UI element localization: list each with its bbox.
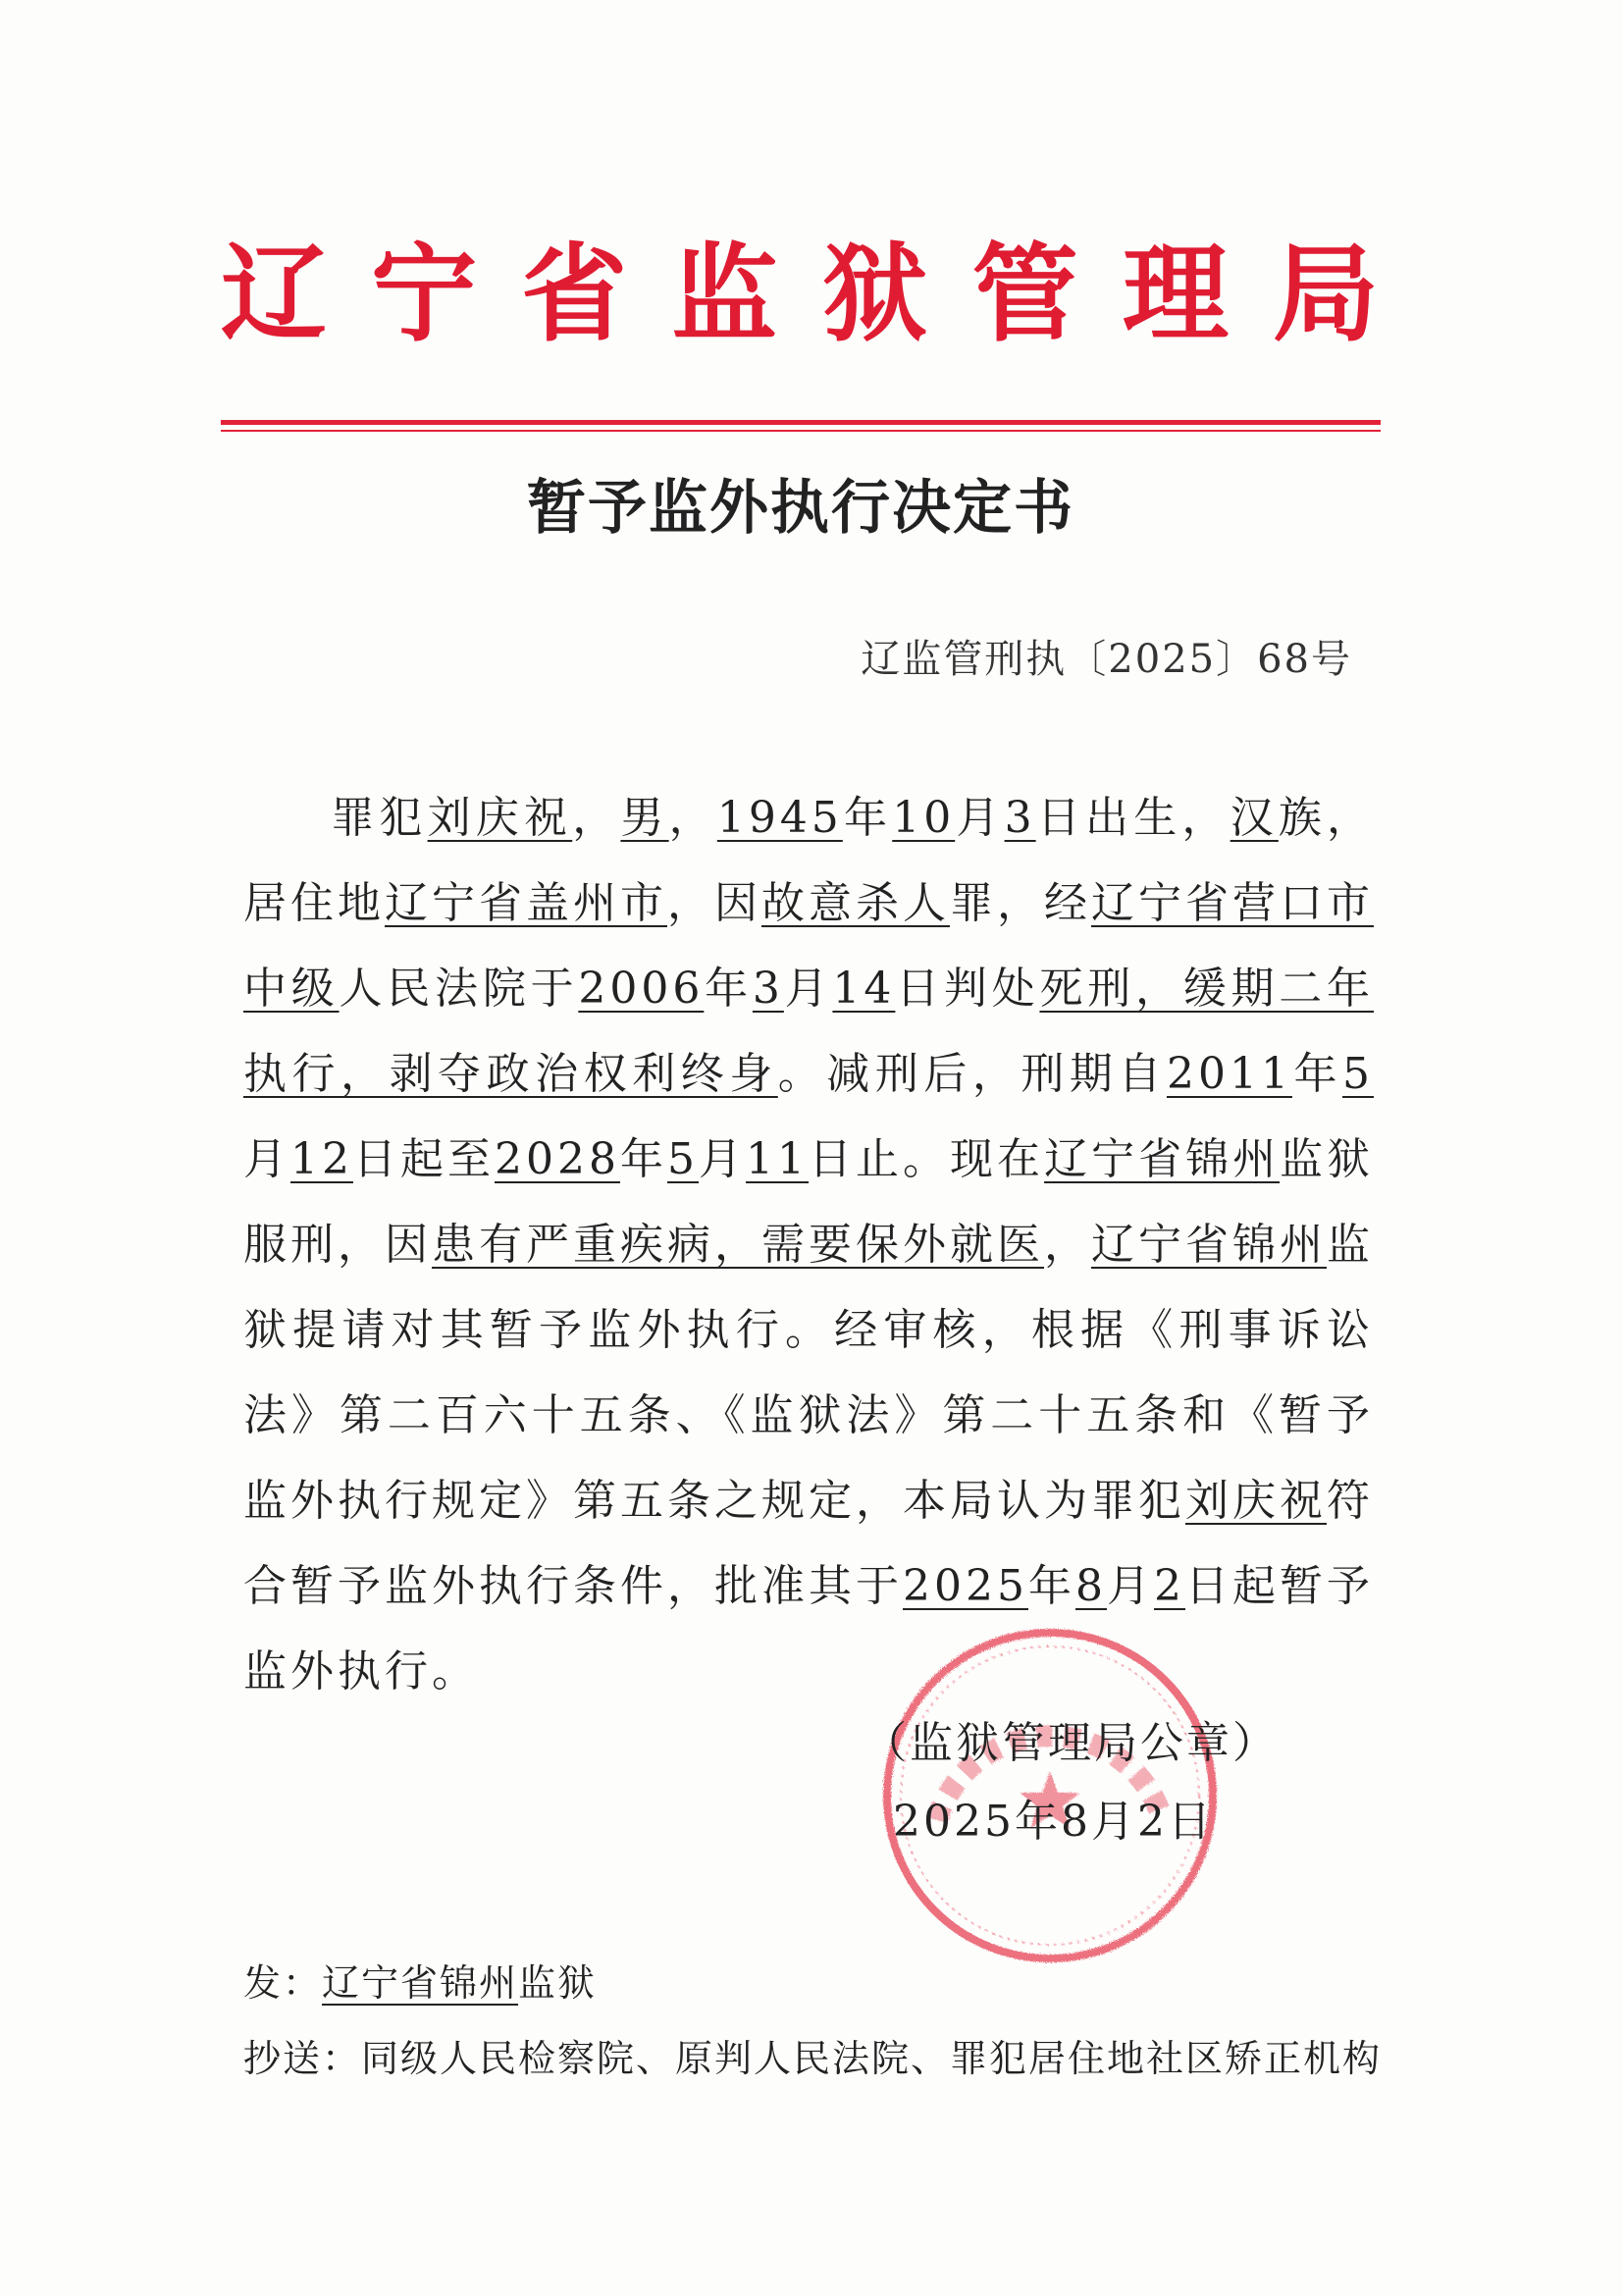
inmate-gender: 男 bbox=[620, 793, 669, 843]
body-text: 年 bbox=[1291, 1049, 1343, 1099]
send-to-line bbox=[243, 1953, 597, 2007]
body-text: ， bbox=[572, 793, 621, 843]
cc-recipients: 同级人民检察院、原判人民法院、罪犯居住地社区矫正机构 bbox=[361, 2037, 1383, 2080]
verdict-day: 14 bbox=[832, 964, 896, 1014]
inmate-name: 刘庆祝 bbox=[1185, 1476, 1327, 1526]
body-text: 。减刑后，刑期自 bbox=[777, 1049, 1167, 1099]
org-char: 理 bbox=[1122, 233, 1229, 356]
birth-year: 1945 bbox=[716, 793, 843, 843]
org-char: 狱 bbox=[821, 233, 928, 356]
body-text: 月 bbox=[955, 793, 1005, 843]
seal-date: 2025年8月2日 bbox=[893, 1797, 1214, 1847]
body-text: 符合暂予监外执行条件，批准其于 bbox=[243, 1476, 1374, 1611]
prison-name: 辽宁省锦州 bbox=[1044, 1134, 1281, 1184]
cc-line bbox=[243, 2028, 1382, 2082]
inmate-name: 刘庆祝 bbox=[427, 793, 573, 843]
body-text: 年 bbox=[620, 1134, 668, 1184]
verdict-year: 2006 bbox=[578, 964, 705, 1014]
cc-label: 抄送： bbox=[243, 2037, 362, 2080]
birth-month: 10 bbox=[892, 793, 956, 843]
ethnicity: 汉 bbox=[1230, 793, 1279, 843]
send-label: 发： bbox=[243, 1961, 323, 2005]
sentence: 死刑，缓期二年执行，剥夺政治权利终身 bbox=[243, 964, 1375, 1099]
body-text: 日止。现在 bbox=[809, 1134, 1045, 1184]
body-text: 日出生， bbox=[1035, 793, 1230, 843]
body-text: 日起至 bbox=[353, 1134, 496, 1184]
body-text: 年 bbox=[842, 793, 893, 843]
body-text: 月 bbox=[783, 964, 833, 1014]
body-text: 族，居住地 bbox=[243, 793, 1375, 928]
verdict-month: 3 bbox=[752, 964, 784, 1014]
org-char: 局 bbox=[1272, 233, 1379, 356]
org-char: 宁 bbox=[371, 233, 478, 356]
term-end-month: 5 bbox=[667, 1134, 700, 1184]
exec-year: 2025 bbox=[903, 1561, 1028, 1611]
body-text: 监狱服刑，因 bbox=[243, 1134, 1375, 1270]
decision-body bbox=[243, 775, 1374, 1714]
exec-day: 2 bbox=[1154, 1561, 1186, 1611]
body-text: 罪，经 bbox=[950, 878, 1091, 928]
organization-header bbox=[221, 211, 1379, 358]
document-number: 辽监管刑执〔2025〕68号 bbox=[861, 637, 1352, 682]
body-text: 月 bbox=[243, 1134, 291, 1184]
body-text: 月 bbox=[699, 1134, 747, 1184]
body-text: ， bbox=[1044, 1220, 1091, 1270]
term-end-year: 2028 bbox=[495, 1134, 621, 1184]
org-char: 监 bbox=[671, 233, 778, 356]
header-rule-thick bbox=[221, 420, 1381, 425]
court: 辽宁省营口市中级 bbox=[243, 878, 1374, 1014]
org-char: 管 bbox=[971, 233, 1078, 356]
prison-name: 辽宁省锦州 bbox=[1091, 1220, 1327, 1270]
body-text: 日起暂予监外执行。 bbox=[243, 1561, 1375, 1696]
document-title: 暂予监外执行决定书 bbox=[527, 474, 1074, 543]
body-text: 年 bbox=[704, 964, 753, 1014]
body-text: 监狱提请对其暂予监外执行。经审核，根据《刑事诉讼法》第二百六十五条、《监狱法》第二十五条和《暂予监外执行规定》第五条之规定，本局认为罪犯 bbox=[243, 1220, 1374, 1526]
crime: 故意杀人 bbox=[761, 878, 950, 928]
body-text: ，因 bbox=[667, 878, 761, 928]
exec-month: 8 bbox=[1075, 1561, 1108, 1611]
residence: 辽宁省盖州市 bbox=[385, 878, 667, 928]
term-start-month: 5 bbox=[1342, 1049, 1375, 1099]
body-text: 年 bbox=[1028, 1561, 1076, 1611]
org-char: 省 bbox=[521, 233, 628, 356]
release-reason: 患有严重疾病，需要保外就医 bbox=[432, 1220, 1044, 1270]
term-start-day: 12 bbox=[290, 1134, 354, 1184]
body-text: 罪犯 bbox=[330, 793, 428, 843]
birth-day: 3 bbox=[1004, 793, 1036, 843]
body-text: 月 bbox=[1107, 1561, 1155, 1611]
send-to-prison: 辽宁省锦州 bbox=[322, 1961, 519, 2005]
term-end-day: 11 bbox=[746, 1134, 810, 1184]
org-char: 辽 bbox=[221, 233, 328, 356]
seal-caption: （监狱管理局公章） bbox=[864, 1718, 1279, 1768]
body-text: 人民法院于 bbox=[339, 964, 579, 1014]
header-rule-thin bbox=[221, 430, 1381, 432]
body-text: ， bbox=[668, 793, 717, 843]
term-start-year: 2011 bbox=[1166, 1049, 1292, 1099]
send-to-rest: 监狱 bbox=[518, 1961, 598, 2005]
body-text: 日判处 bbox=[895, 964, 1040, 1014]
